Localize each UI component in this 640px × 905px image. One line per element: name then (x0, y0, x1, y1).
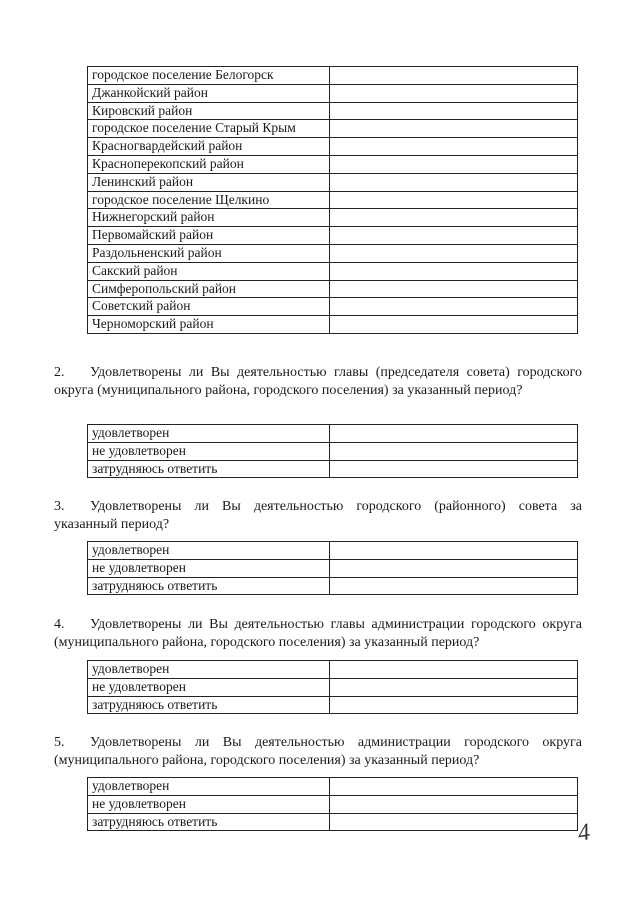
answer-cell[interactable] (330, 661, 578, 679)
question-number: 2. (54, 365, 65, 380)
row-label: не удовлетворен (88, 559, 330, 577)
answer-cell[interactable] (330, 173, 578, 191)
answer-cell[interactable] (330, 425, 578, 443)
row-label: Нижнегорский район (88, 209, 330, 227)
row-label: не удовлетворен (88, 795, 330, 813)
question-text: Удовлетворены ли Вы деятельностью городского (районного) совета за указанный период? (54, 499, 582, 532)
option-row (88, 678, 578, 696)
answer-cell[interactable] (330, 227, 578, 245)
answer-cell[interactable] (330, 262, 578, 280)
page-mark: 4 (575, 819, 593, 847)
question-5 (54, 734, 582, 770)
answer-cell[interactable] (330, 244, 578, 262)
answer-cell[interactable] (330, 298, 578, 316)
answer-cell[interactable] (330, 209, 578, 227)
district-row (88, 227, 578, 245)
option-row (88, 425, 578, 443)
option-row (88, 778, 578, 796)
option-row (88, 559, 578, 577)
answer-table-q2 (87, 424, 578, 478)
row-label: не удовлетворен (88, 442, 330, 460)
answer-cell[interactable] (330, 280, 578, 298)
answer-cell[interactable] (330, 778, 578, 796)
row-label: затрудняюсь ответить (88, 813, 330, 831)
district-row (88, 209, 578, 227)
district-row (88, 298, 578, 316)
answer-cell[interactable] (330, 795, 578, 813)
district-row (88, 191, 578, 209)
option-row (88, 795, 578, 813)
answer-cell[interactable] (330, 102, 578, 120)
option-row (88, 542, 578, 560)
row-label: городское поселение Старый Крым (88, 120, 330, 138)
answer-cell[interactable] (330, 813, 578, 831)
row-label: городское поселение Щелкино (88, 191, 330, 209)
row-label: Кировский район (88, 102, 330, 120)
district-row (88, 280, 578, 298)
question-text: Удовлетворены ли Вы деятельностью главы (председателя совета) городского округа (муниципального района, городского поселения) за указанный период? (54, 365, 582, 398)
row-label: Раздольненский район (88, 244, 330, 262)
question-number: 4. (54, 617, 65, 632)
option-row (88, 460, 578, 478)
row-label: удовлетворен (88, 542, 330, 560)
row-label: Симферопольский район (88, 280, 330, 298)
district-row (88, 138, 578, 156)
row-label: Джанкойский район (88, 84, 330, 102)
district-row (88, 155, 578, 173)
district-row (88, 173, 578, 191)
district-row (88, 244, 578, 262)
option-row (88, 661, 578, 679)
answer-cell[interactable] (330, 460, 578, 478)
question-3 (54, 498, 582, 534)
answer-cell[interactable] (330, 155, 578, 173)
option-row (88, 577, 578, 595)
answer-cell[interactable] (330, 316, 578, 334)
row-label: не удовлетворен (88, 678, 330, 696)
answer-cell[interactable] (330, 120, 578, 138)
option-row (88, 442, 578, 460)
row-label: затрудняюсь ответить (88, 577, 330, 595)
answer-cell[interactable] (330, 696, 578, 714)
question-number: 5. (54, 735, 65, 750)
district-row (88, 262, 578, 280)
answer-cell[interactable] (330, 678, 578, 696)
question-number: 3. (54, 499, 65, 514)
answer-cell[interactable] (330, 442, 578, 460)
district-row (88, 316, 578, 334)
district-row (88, 102, 578, 120)
row-label: затрудняюсь ответить (88, 460, 330, 478)
row-label: удовлетворен (88, 425, 330, 443)
question-text: Удовлетворены ли Вы деятельностью главы администрации городского округа (муниципального района, городского поселения) за указанный период? (54, 617, 582, 650)
row-label: затрудняюсь ответить (88, 696, 330, 714)
row-label: Черноморский район (88, 316, 330, 334)
answer-cell[interactable] (330, 191, 578, 209)
answer-cell[interactable] (330, 67, 578, 85)
option-row (88, 813, 578, 831)
row-label: удовлетворен (88, 778, 330, 796)
district-row (88, 120, 578, 138)
district-table (87, 66, 578, 334)
question-text: Удовлетворены ли Вы деятельностью администрации городского округа (муниципального района, городского поселения) за указанный период? (54, 735, 582, 768)
question-2 (54, 364, 582, 400)
row-label: Красногвардейский район (88, 138, 330, 156)
answer-cell[interactable] (330, 84, 578, 102)
district-row (88, 84, 578, 102)
row-label: удовлетворен (88, 661, 330, 679)
row-label: Первомайский район (88, 227, 330, 245)
answer-table-q4 (87, 660, 578, 714)
answer-cell[interactable] (330, 559, 578, 577)
answer-table-q3 (87, 541, 578, 595)
district-row (88, 67, 578, 85)
option-row (88, 696, 578, 714)
row-label: Советский район (88, 298, 330, 316)
row-label: Сакский район (88, 262, 330, 280)
row-label: Красноперекопский район (88, 155, 330, 173)
answer-cell[interactable] (330, 577, 578, 595)
answer-cell[interactable] (330, 138, 578, 156)
row-label: городское поселение Белогорск (88, 67, 330, 85)
answer-cell[interactable] (330, 542, 578, 560)
answer-table-q5 (87, 777, 578, 831)
question-4 (54, 616, 582, 652)
row-label: Ленинский район (88, 173, 330, 191)
